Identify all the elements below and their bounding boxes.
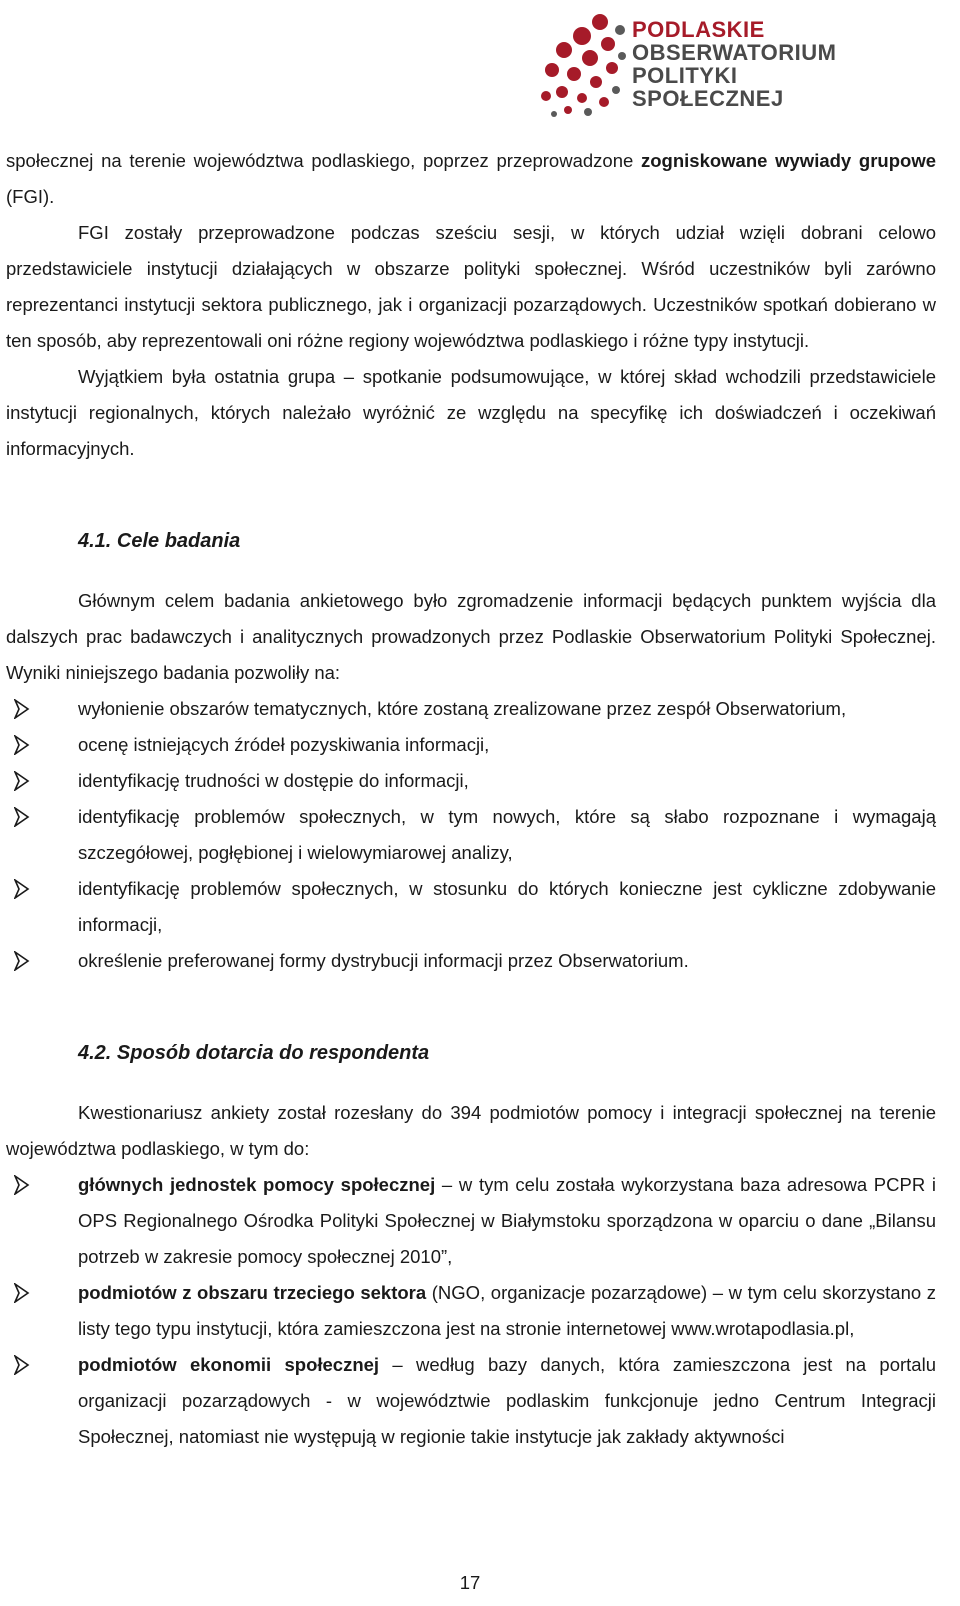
arrow-bullet-icon [14,1175,30,1195]
list-item: podmiotów z obszaru trzeciego sektora (NGO, organizacje pozarządowe) – w tym celu skorzystano z listy tego typu instytucji, która zamieszczona jest na stronie internetowej www.wrotapodlasia.pl, [6,1275,936,1347]
document-body [6,143,936,1455]
logo-line-2: OBSERWATORIUM [632,40,837,65]
logo-dots-icon [538,10,630,118]
page-number: 17 [459,1572,481,1593]
list-item: wyłonienie obszarów tematycznych, które zostaną zrealizowane przez zespół Obserwatorium, [6,691,936,727]
paragraph-fgi-sessions: FGI zostały przeprowadzone podczas sześciu sesji, w których udział wzięli dobrani celowo przedstawiciele instytucji działających w obszarze polityki społecznej. Wśród uczestników byli zarówno reprezentanci instytucji sektora publicznego, jak i organizacji pozarządowych. Uczestników spotkań dobierano w ten sposób, aby reprezentowali oni różne regiony województwa podlaskiego i różne typy instytucji. [6,222,936,351]
list-item: identyfikację problemów społecznych, w stosunku do których konieczne jest cykliczne zdobywanie informacji, [6,871,936,943]
section-heading-4-2: 4.2. Sposób dotarcia do respondenta [78,1042,430,1064]
list-item: identyfikację trudności w dostępie do informacji, [6,763,936,799]
arrow-bullet-icon [14,771,30,791]
list-item: ocenę istniejących źródeł pozyskiwania informacji, [6,727,936,763]
section-4-1-bullet-list [6,691,936,979]
logo-line-3: POLITYKI [632,63,738,88]
arrow-bullet-icon [14,879,30,899]
list-item: określenie preferowanej formy dystrybucji informacji przez Obserwatorium. [6,943,936,979]
arrow-bullet-icon [14,1355,30,1375]
list-item: identyfikację problemów społecznych, w tym nowych, które są słabo rozpoznane i wymagają szczegółowej, pogłębionej i wielowymiarowej analizy, [6,799,936,871]
section-4-2-intro: Kwestionariusz ankiety został rozesłany do 394 podmiotów pomocy i integracji społecznej na terenie województwa podlaskiego, w tym do: [6,1102,936,1159]
arrow-bullet-icon [14,735,30,755]
arrow-bullet-icon [14,1283,30,1303]
list-item: podmiotów ekonomii społecznej – według bazy danych, która zamieszczona jest na portalu organizacji pozarządowych - w województwie podlaskim funkcjonuje jedno Centrum Integracji Społecznej, natomiast nie występują w regionie takie instytucje jak zakłady aktywności [6,1347,936,1455]
logo-line-1: PODLASKIE [632,17,765,42]
arrow-bullet-icon [14,807,30,827]
paragraph-fgi-exception: Wyjątkiem była ostatnia grupa – spotkanie podsumowujące, w której skład wchodzili przedstawiciele instytucji regionalnych, których należało wyróżnić ze względu na specyfikę ich doświadczeń i oczekiwań informacyjnych. [6,366,936,459]
list-item: głównych jednostek pomocy społecznej – w tym celu została wykorzystana baza adresowa PCPR i OPS Regionalnego Ośrodka Polityki Społecznej w Białymstoku sporządzona w oparciu o dane „Bilansu potrzeb w zakresie pomocy społecznej 2010”, [6,1167,936,1275]
arrow-bullet-icon [14,951,30,971]
podlaskie-observatory-logo [538,10,950,118]
arrow-bullet-icon [14,699,30,719]
section-4-1-intro: Głównym celem badania ankietowego było zgromadzenie informacji będących punktem wyjścia dla dalszych prac badawczych i analitycznych prowadzonych przez Podlaskie Obserwatorium Polityki Społecznej. Wyniki niniejszego badania pozwoliły na: [6,590,936,683]
section-heading-4-1: 4.1. Cele badania [78,530,241,552]
section-4-2-bullet-list [6,1167,936,1455]
logo-line-4: SPOŁECZNEJ [632,86,784,111]
paragraph-fgi-intro: społecznej na terenie województwa podlaskiego, poprzez przeprowadzone zogniskowane wywiady grupowe (FGI). [6,150,936,207]
